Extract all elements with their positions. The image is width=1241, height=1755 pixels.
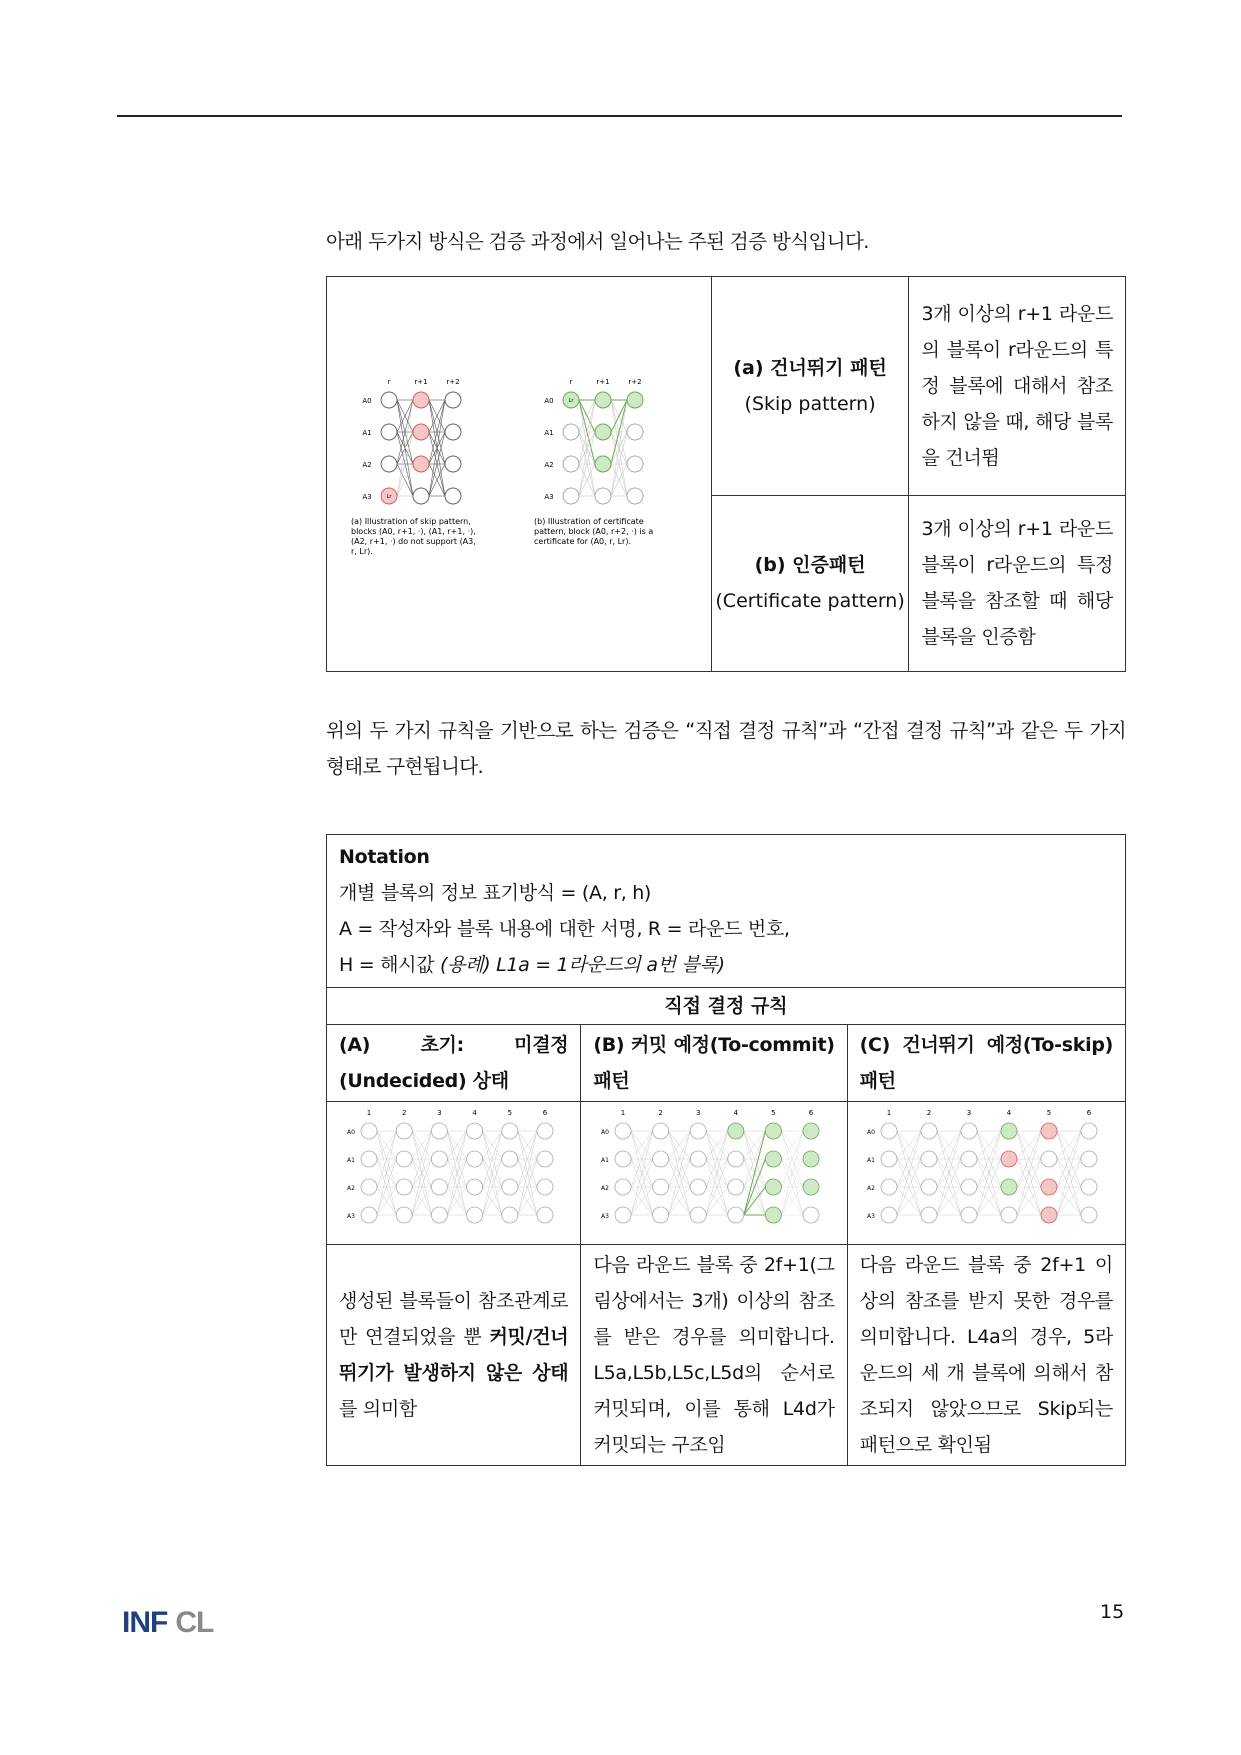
block-node — [615, 1123, 631, 1139]
row-label: A3 — [544, 493, 554, 501]
caption-line: certificate for (A0, r, Lr). — [533, 537, 631, 546]
block-node — [627, 392, 643, 408]
block-node — [615, 1179, 631, 1195]
notation-example: (용례) L1a = 1라운드의 a번 블록) — [440, 954, 725, 976]
certificate-pattern-label — [711, 495, 909, 671]
pattern-figure — [329, 372, 709, 572]
block-node — [961, 1123, 977, 1139]
block-node — [627, 456, 643, 472]
direct-rule-title: 직접 결정 규칙 — [327, 988, 1126, 1025]
block-node — [881, 1123, 897, 1139]
block-node — [595, 488, 611, 504]
undecided-text-bold: 커밋/건너뛰기가 발생하지 않은 상태 — [339, 1326, 569, 1384]
block-node — [765, 1151, 781, 1167]
block-node — [396, 1123, 412, 1139]
row-label: A3 — [362, 493, 372, 501]
row-label: A2 — [867, 1185, 876, 1192]
round-label: r+2 — [446, 378, 460, 386]
block-node — [961, 1179, 977, 1195]
block-node — [445, 392, 461, 408]
certificate-pattern-desc: 3개 이상의 r+1 라운드 블록이 r라운드의 특정 블록을 참조할 때 해당 블록을 인증함 — [909, 495, 1126, 671]
block-node — [413, 424, 429, 440]
block-node — [381, 424, 397, 440]
block-node — [501, 1123, 517, 1139]
round-label: 2 — [927, 1109, 932, 1117]
lr-label: Lr — [568, 398, 574, 404]
to-skip-figure-cell — [847, 1102, 1125, 1245]
to-skip-figure — [861, 1103, 1111, 1239]
row-label: A3 — [601, 1213, 609, 1220]
notation-line3 — [339, 947, 1113, 983]
block-node — [563, 456, 579, 472]
caption-line: (b) Illustration of certificate — [533, 517, 644, 526]
caption-line: pattern, block (A0, r+2, ·) is a — [533, 527, 654, 536]
round-label: 5 — [507, 1109, 512, 1117]
block-node — [1001, 1207, 1017, 1223]
block-node — [445, 488, 461, 504]
block-node — [690, 1123, 706, 1139]
row-label: A2 — [346, 1185, 355, 1192]
round-label: 1 — [366, 1109, 371, 1117]
to-commit-text: 다음 라운드 블록 중 2f+1(그림상에서는 3개) 이상의 참조를 받은 경우를 의미합니다. L5a,L5b,L5c,L5d의 순서로 커밋되며, 이를 통해 L4d가 커밋되는 구조임 — [581, 1245, 847, 1466]
block-node — [431, 1179, 447, 1195]
round-label: r+2 — [628, 378, 642, 386]
block-node — [396, 1151, 412, 1167]
block-node — [803, 1123, 819, 1139]
caption-line: blocks (A0, r+1, ·), (A1, r+1, ·), — [350, 527, 476, 536]
block-node — [728, 1151, 744, 1167]
skip-caption — [351, 517, 476, 556]
block-node — [1081, 1123, 1097, 1139]
block-node — [413, 392, 429, 408]
row-label: A0 — [346, 1129, 355, 1136]
block-node — [615, 1207, 631, 1223]
block-node — [803, 1151, 819, 1167]
block-node — [881, 1151, 897, 1167]
certificate-pattern-subtitle: (Certificate pattern) — [715, 590, 905, 613]
round-label: 1 — [887, 1109, 892, 1117]
block-node — [1041, 1179, 1057, 1195]
block-node — [1081, 1151, 1097, 1167]
block-node — [381, 392, 397, 408]
block-node — [728, 1123, 744, 1139]
block-node — [501, 1179, 517, 1195]
to-commit-figure — [595, 1103, 833, 1239]
block-node — [537, 1207, 553, 1223]
skip-pattern-label — [711, 277, 909, 496]
notation-heading: Notation — [339, 846, 430, 868]
block-node — [921, 1123, 937, 1139]
round-label: 1 — [620, 1109, 626, 1117]
notation-line2: A = 작성자와 블록 내용에 대한 서명, R = 라운드 번호, — [339, 918, 790, 940]
block-node — [595, 456, 611, 472]
round-label: r — [569, 378, 573, 386]
block-node — [728, 1207, 744, 1223]
block-node — [431, 1151, 447, 1167]
round-label: r+1 — [596, 378, 610, 386]
row-label: A3 — [346, 1213, 355, 1220]
intro-text: 아래 두가지 방식은 검증 과정에서 일어나는 주된 검증 방식입니다. — [326, 230, 869, 253]
round-label: r+1 — [414, 378, 428, 386]
round-label: 3 — [436, 1109, 442, 1117]
block-node — [445, 456, 461, 472]
block-node — [466, 1151, 482, 1167]
caption-line: r, Lr). — [350, 547, 373, 556]
round-label: 6 — [542, 1109, 547, 1117]
block-node — [961, 1151, 977, 1167]
row-label: A0 — [362, 397, 372, 405]
block-node — [396, 1207, 412, 1223]
undecided-head: (A) 초기: 미결정 (Undecided) 상태 — [327, 1025, 581, 1102]
caption-line: (a) Illustration of skip pattern, — [350, 517, 471, 526]
block-node — [921, 1179, 937, 1195]
block-node — [501, 1207, 517, 1223]
round-label: 4 — [1007, 1109, 1012, 1117]
round-label: 6 — [1087, 1109, 1092, 1117]
block-node — [690, 1179, 706, 1195]
skip-pattern-subtitle: (Skip pattern) — [744, 392, 876, 415]
certificate-pattern-title: (b) 인증패턴 — [754, 554, 866, 577]
block-node — [765, 1207, 781, 1223]
row-label: A2 — [544, 461, 554, 469]
block-node — [653, 1207, 669, 1223]
block-node — [1001, 1151, 1017, 1167]
round-label: 5 — [771, 1109, 776, 1117]
block-node — [413, 488, 429, 504]
direct-rule-table — [326, 834, 1126, 1466]
certificate-caption — [534, 517, 653, 546]
skip-pattern-title: (a) 건너뛰기 패턴 — [733, 356, 887, 379]
block-node — [595, 424, 611, 440]
page-number: 15 — [1100, 1601, 1125, 1623]
skip-pattern-figure — [362, 378, 461, 504]
block-node — [653, 1123, 669, 1139]
block-node — [431, 1207, 447, 1223]
row-label: A0 — [544, 397, 554, 405]
round-label: 2 — [658, 1109, 663, 1117]
block-node — [961, 1207, 977, 1223]
block-node — [537, 1151, 553, 1167]
block-node — [396, 1179, 412, 1195]
to-skip-head: (C) 건너뛰기 예정(To-skip) 패턴 — [847, 1025, 1125, 1102]
block-node — [1081, 1207, 1097, 1223]
undecided-figure — [341, 1103, 567, 1239]
row-label: A3 — [867, 1213, 876, 1220]
block-node — [595, 392, 611, 408]
notation-line3-prefix: H = 해시값 — [339, 954, 440, 976]
block-node — [627, 424, 643, 440]
block-node — [653, 1151, 669, 1167]
round-label: 5 — [1047, 1109, 1052, 1117]
round-label: 3 — [967, 1109, 972, 1117]
block-node — [881, 1207, 897, 1223]
block-node — [1041, 1151, 1057, 1167]
block-node — [803, 1179, 819, 1195]
row-label: A1 — [544, 429, 554, 437]
block-node — [803, 1207, 819, 1223]
row-label: A1 — [346, 1157, 355, 1164]
round-label: 4 — [733, 1109, 739, 1117]
block-node — [881, 1179, 897, 1195]
row-label: A0 — [601, 1129, 609, 1136]
block-node — [1001, 1123, 1017, 1139]
row-label: A1 — [362, 429, 372, 437]
block-node — [381, 456, 397, 472]
notation-cell — [327, 835, 1126, 988]
block-node — [466, 1179, 482, 1195]
round-label: 6 — [808, 1109, 814, 1117]
rule-paragraph: 위의 두 가지 규칙을 기반으로 하는 검증은 “직접 결정 규칙”과 “간접 결정 규칙”과 같은 두 가지 형태로 구현됩니다. — [326, 719, 1126, 778]
caption-line: (A2, r+1, ·) do not support (A3, — [350, 537, 476, 546]
block-node — [431, 1123, 447, 1139]
block-node — [690, 1207, 706, 1223]
block-node — [361, 1207, 377, 1223]
lr-label: Lr — [386, 494, 392, 500]
to-commit-figure-cell — [581, 1102, 847, 1245]
block-node — [466, 1123, 482, 1139]
round-label: 3 — [695, 1109, 701, 1117]
block-node — [765, 1179, 781, 1195]
row-label: A2 — [362, 461, 372, 469]
block-node — [361, 1151, 377, 1167]
header-rule — [117, 115, 1122, 117]
round-label: 4 — [472, 1109, 477, 1117]
block-node — [537, 1123, 553, 1139]
block-node — [1041, 1123, 1057, 1139]
round-label: r — [387, 378, 391, 386]
notation-line1: 개별 블록의 정보 표기방식 = (A, r, h) — [339, 882, 652, 904]
round-label: 2 — [401, 1109, 407, 1117]
undecided-text — [327, 1245, 581, 1466]
block-node — [653, 1179, 669, 1195]
block-node — [627, 488, 643, 504]
undecided-figure-cell — [327, 1102, 581, 1245]
block-node — [728, 1179, 744, 1195]
block-node — [1081, 1179, 1097, 1195]
block-node — [361, 1179, 377, 1195]
row-label: A1 — [867, 1157, 876, 1164]
logo-cl: CL — [175, 1606, 214, 1639]
row-label: A0 — [867, 1129, 876, 1136]
block-node — [615, 1151, 631, 1167]
block-node — [921, 1207, 937, 1223]
undecided-text-1: 생성된 블록들이 참조관계로만 연결되었을 뿐 — [339, 1290, 569, 1348]
block-node — [501, 1151, 517, 1167]
block-node — [445, 424, 461, 440]
row-label: A2 — [601, 1185, 609, 1192]
block-node — [1001, 1179, 1017, 1195]
block-node — [921, 1151, 937, 1167]
pattern-table — [326, 276, 1126, 672]
block-node — [690, 1151, 706, 1167]
block-node — [1041, 1207, 1057, 1223]
block-node — [361, 1123, 377, 1139]
block-node — [765, 1123, 781, 1139]
certificate-pattern-figure — [544, 378, 643, 504]
infcl-logo — [122, 1606, 213, 1640]
pattern-figure-cell — [327, 277, 712, 672]
logo-inf: INF — [122, 1606, 168, 1639]
undecided-text-2: 를 의미함 — [339, 1398, 417, 1420]
to-skip-text: 다음 라운드 블록 중 2f+1 이상의 참조를 받지 못한 경우를 의미합니다. L4a의 경우, 5라운드의 세 개 블록에 의해서 참조되지 않았으므로 Skip되는 패턴으로 확인됨 — [847, 1245, 1125, 1466]
to-commit-head: (B) 커밋 예정(To-commit) 패턴 — [581, 1025, 847, 1102]
block-node — [413, 456, 429, 472]
row-label: A1 — [601, 1157, 609, 1164]
block-node — [466, 1207, 482, 1223]
block-node — [563, 488, 579, 504]
block-node — [537, 1179, 553, 1195]
block-node — [563, 424, 579, 440]
skip-pattern-desc: 3개 이상의 r+1 라운드의 블록이 r라운드의 특정 블록에 대해서 참조하지 않을 때, 해당 블록을 건너뜀 — [909, 277, 1126, 496]
